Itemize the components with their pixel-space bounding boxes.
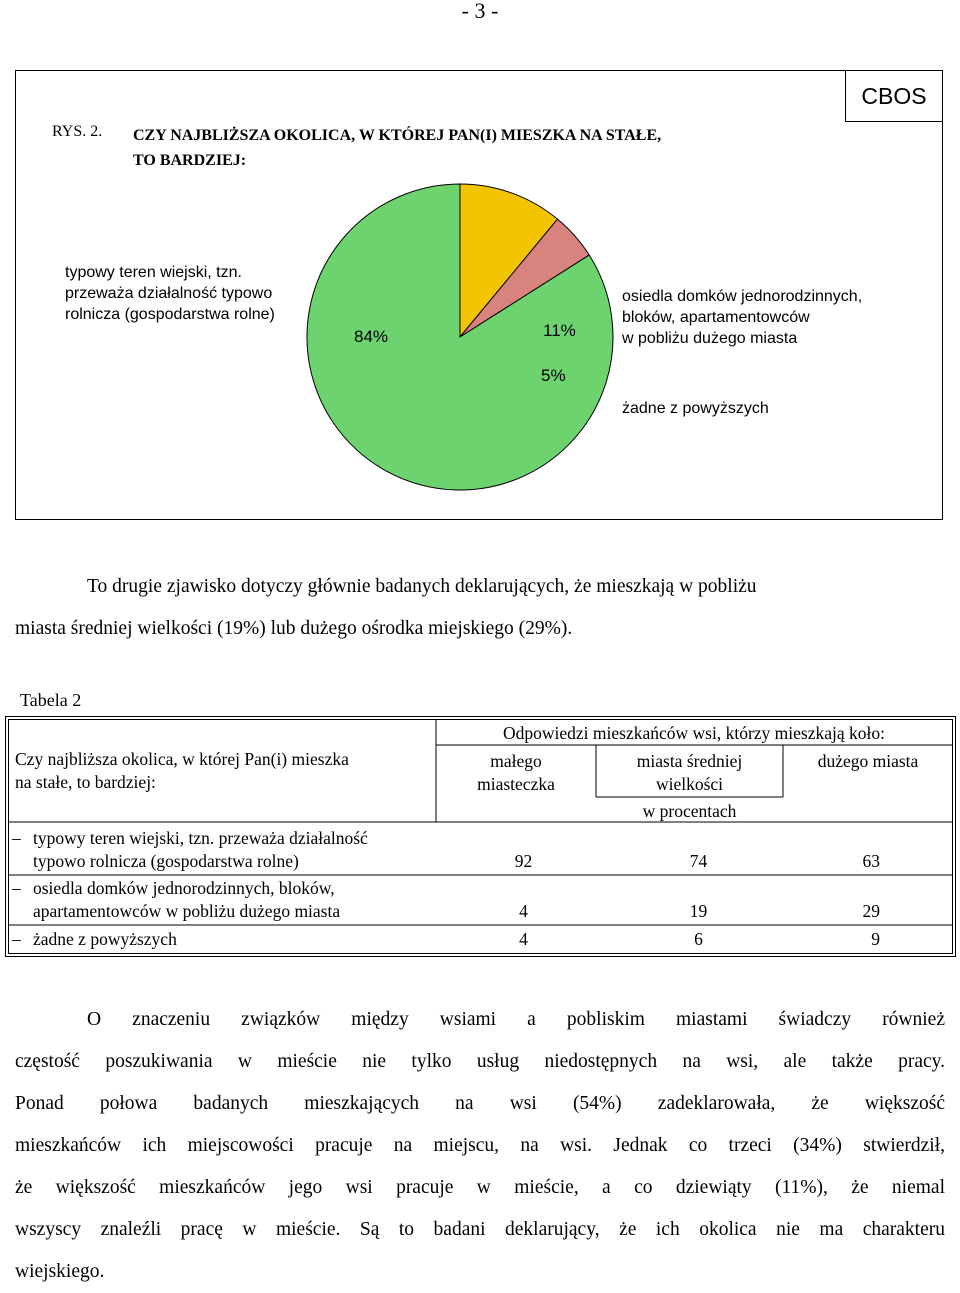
paragraph-line: wiejskiego. [15,1261,105,1282]
table-unit: w procentach [642,801,737,821]
row-label-line: typowo rolnicza (gospodarstwa rolne) [33,851,299,871]
legend-line: typowy teren wiejski, tzn. [65,264,242,281]
legend-line: rolnicza (gospodarstwa rolne) [65,306,275,323]
paragraph-line: wszyscy znaleźli pracę w mieście. Są to badani deklarujący, że ich okolica nie ma charakteru [15,1219,945,1240]
row-label-line: apartamentowców w pobliżu dużego miasta [33,901,341,921]
column-header-line: wielkości [655,774,724,794]
figure-title-line: TO BARDZIEJ: [133,152,247,169]
column-header-line: miasteczka [477,774,555,794]
row-label [33,877,340,923]
slice-value-none: 5% [541,366,566,385]
paragraph-line: Ponad połowa badanych mieszkających na wsi (54%) zadeklarowała, że większość [15,1093,945,1114]
table-cell: 63 [862,851,880,871]
legend-line: osiedla domków jednorodzinnych, [622,288,863,305]
legend-line: w pobliżu dużego miasta [622,330,798,347]
paragraph-1 [15,566,945,650]
figure-title-line: CZY NAJBLIŻSZA OKOLICA, W KTÓREJ PAN(I) MIESZKA NA STAŁE, [133,127,662,144]
row-dash-icon: – [12,929,21,949]
legend-line: bloków, apartamentowców [622,309,810,326]
table-cell: 19 [689,901,708,921]
table-cell: 74 [689,851,708,871]
slice-value-suburban: 11% [543,321,576,340]
table-question-line: Czy najbliższa okolica, w której Pan(i) mieszka [15,749,349,769]
table-cell: 4 [519,929,528,949]
paragraph-line: że większość mieszkańców jego wsi pracuje w mieście, a co dziewiąty (11%), że niemal [15,1177,945,1198]
table-group-header: Odpowiedzi mieszkańców wsi, którzy mieszkają koło: [503,723,885,743]
table-cell: 6 [694,929,703,949]
table-cell: 29 [862,901,880,921]
row-label: żadne z powyższych [33,929,177,949]
table-question [15,748,349,794]
paragraph-line: To drugie zjawisko dotyczy głównie badanych deklarujących, że mieszkają w pobliżu [87,576,757,597]
row-label-line: typowy teren wiejski, tzn. przeważa działalność [33,828,368,848]
slice-value-rural: 84% [354,327,389,346]
legend-label-none: żadne z powyższych [622,400,769,417]
table-question-line: na stałe, to bardziej: [15,772,156,792]
column-header-line: miasta średniej [636,751,743,771]
cbos-brand-box: CBOS [845,70,943,122]
page-number: - 3 - [461,0,499,23]
paragraph-2 [15,999,945,1293]
column-header-line: małego [490,751,542,771]
figure-label: RYS. 2. [52,123,103,140]
row-dash-icon: – [12,878,21,898]
table-cell: 92 [514,851,533,871]
legend-line: przeważa działalność typowo [65,285,273,302]
legend-label-suburban [622,286,862,349]
paragraph-line: O znaczeniu związków między wsiami a pobliskim miastami świadczy również [87,1009,945,1030]
legend-label-rural [65,262,275,325]
row-dash-icon: – [12,828,21,848]
paragraph-line: mieszkańców ich miejscowości pracuje na miejscu, na wsi. Jednak co trzeci (34%) stwierdził, [15,1135,945,1156]
table-caption: Tabela 2 [20,690,82,710]
table-cell: 4 [519,901,528,921]
paragraph-line: miasta średniej wielkości (19%) lub dużego ośrodka miejskiego (29%). [15,618,573,639]
column-header-big-city: dużego miasta [817,751,919,771]
paragraph-line: częstość poszukiwania w mieście nie tylko usług niedostępnych na wsi, ale także pracy. [15,1051,945,1072]
table-cell: 9 [871,929,880,949]
row-label-line: osiedla domków jednorodzinnych, bloków, [33,878,335,898]
column-header-medium-town [596,750,783,796]
row-label [33,827,368,873]
column-header-small-town [436,750,596,796]
